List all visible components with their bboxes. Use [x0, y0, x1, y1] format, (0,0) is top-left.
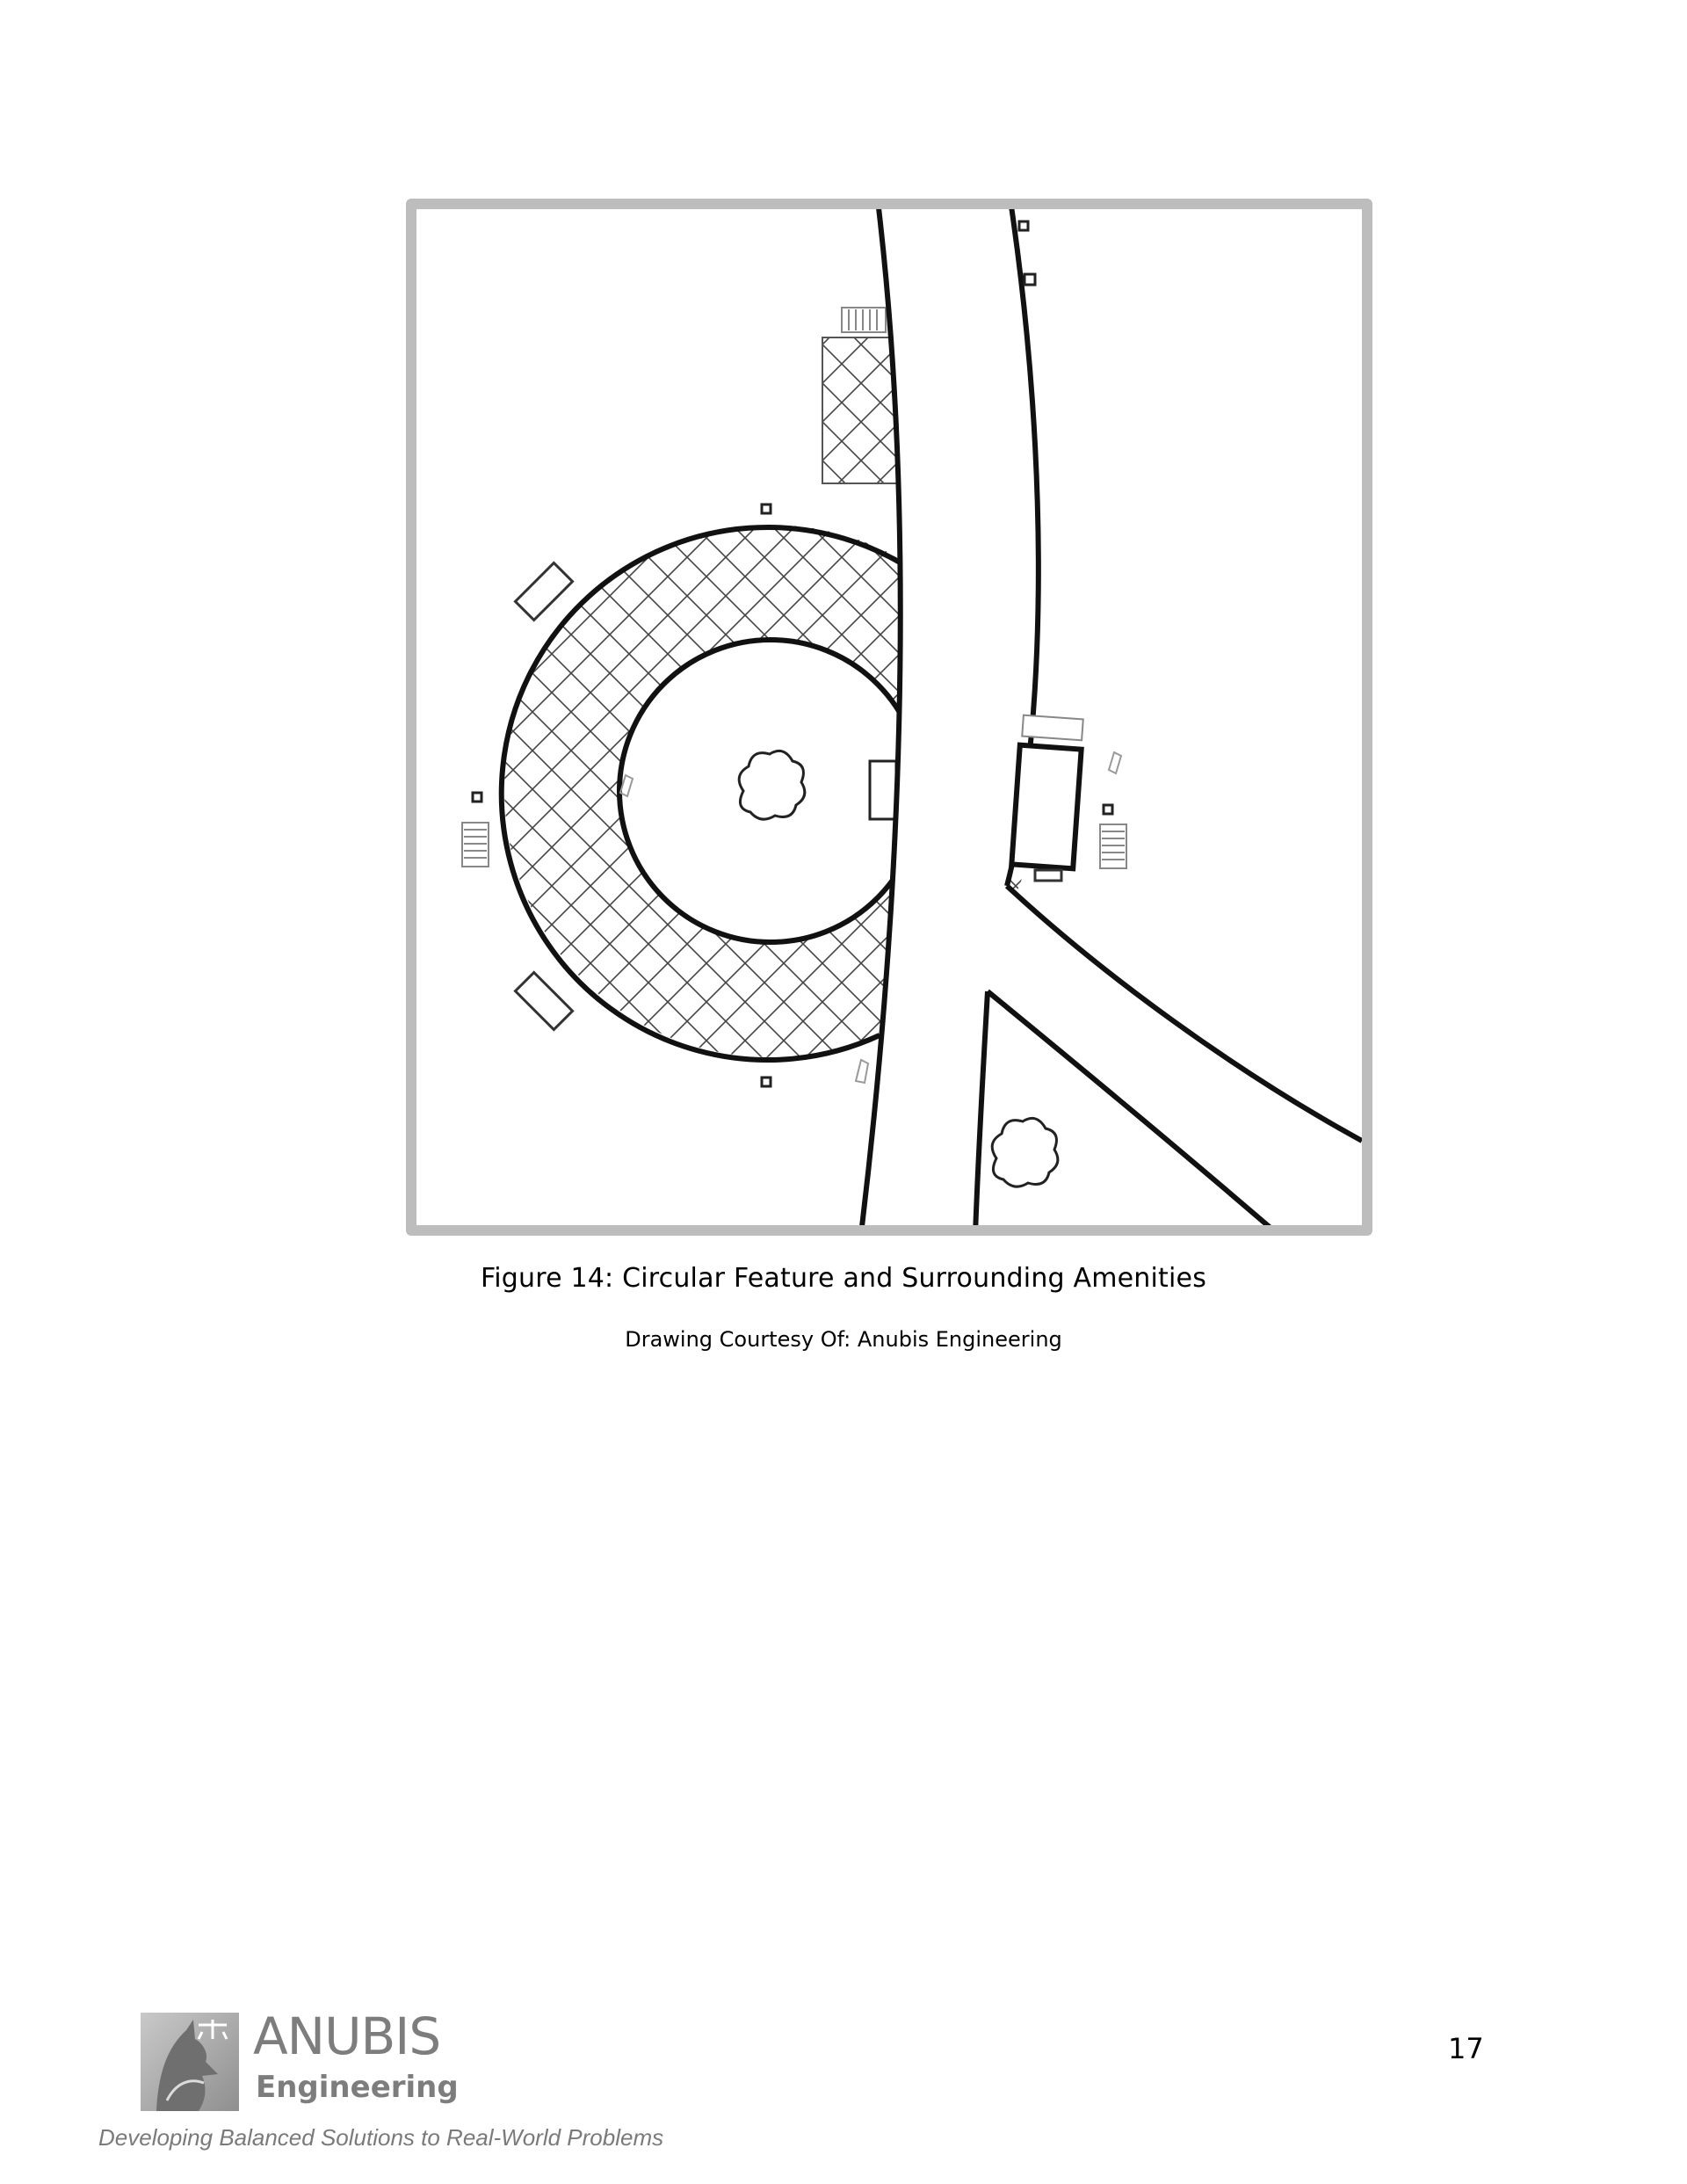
- tree-icon: [739, 751, 805, 819]
- figure-caption: Figure 14: Circular Feature and Surrounding Amenities: [480, 1263, 1207, 1294]
- roads: [861, 209, 1362, 1225]
- page-number: 17: [1448, 2032, 1484, 2065]
- logo-subtitle: Engineering: [256, 2070, 459, 2105]
- tree-icon-island: [992, 1118, 1058, 1186]
- anubis-logo-icon: [141, 2013, 239, 2111]
- chair-icon: [856, 1060, 868, 1083]
- bike-rack-icon: [462, 823, 489, 867]
- bench-icon: [870, 761, 896, 819]
- figure-frame: [406, 199, 1372, 1236]
- bike-rack-icon: [1100, 824, 1126, 868]
- company-logo: [141, 2006, 492, 2111]
- company-tagline: Developing Balanced Solutions to Real-World Problems: [98, 2124, 664, 2151]
- chair-icon: [1109, 752, 1121, 773]
- bike-rack-icon: [842, 308, 886, 332]
- bike-icon: [1035, 870, 1061, 881]
- logo-title: ANUBIS: [253, 2006, 441, 2066]
- figure-credit: Drawing Courtesy Of: Anubis Engineering: [625, 1327, 1062, 1352]
- site-plan-drawing: [416, 209, 1362, 1225]
